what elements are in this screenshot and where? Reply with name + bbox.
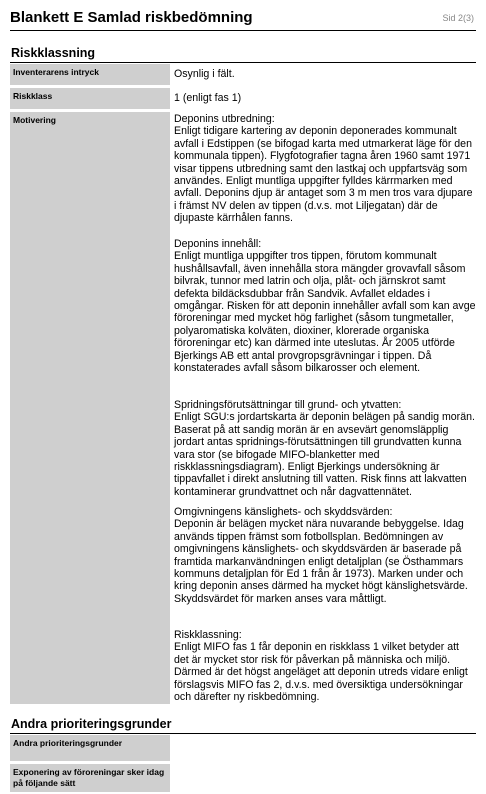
- form-title: Blankett E Samlad riskbedömning: [10, 9, 253, 26]
- motivering-paragraph-utbredning: Deponins utbredning: Enligt tidigare kartering av deponin deponerades kommunalt avfall i Edstippen (se bifogad karta med utmarkerat läge för den kommunala tippen). Flygfotografier tagna åren 1960 samt 1971 visar tippens utbredning samt den lastkaj och uppfartsväg som användes. Enligt muntliga uppgifter fylldes kärrmarken med avfall. Deponins djup är antaget som 3 m men tros vara djupare i främst NV delen av tippen (d.v.s. mot Liljegatan) där de djupaste kärrhålen fanns.: [174, 113, 473, 225]
- motivering-paragraph-innehall: Deponins innehåll: Enligt muntliga uppgifter tros tippen, förutom kommunalt hushållsavfall, även innehålla stora mängder grovavfall såsom bilvrak, tunnor med latrin och olja, plåt- och järnskrot samt defekta bildäcksdubbar från Sandvik. Avfallet eldades i omgångar. Risken för att deponin innehåller avfall som kan avge föroreningar med mycket hög farlighet (såsom tungmetaller, polyaromatiska kolväten, dioxiner, klorerade organiska föroreningar etc) kan därmed inte uteslutas. År 2005 utförde Bjerkings AB ett antal provgropsgrävningar i tippen. Då konstaterades avfall såsom bilkarosser och element.: [174, 238, 476, 375]
- label-exponering: Exponering av föroreningar sker idag på följande sätt: [10, 764, 170, 792]
- form-header: [10, 6, 476, 31]
- motivering-paragraph-spridning: Spridningsförutsättningar till grund- och ytvatten: Enligt SGU:s jordartskarta är deponin belägen på sandig morän. Baserat på att sandig morän är en avsevärt genomsläpplig jordart antas spridnings-förutsättningen till grundvatten kunna vara stor (se bifogade MIFO-blanketter med riskklassningsdiagram). Enligt Bjerkings undersökning är tippavfallet i direkt anslutning till vatten. Risk finns att lakvatten kontaminerar grundvattnet och når dagvattennätet.: [174, 399, 475, 498]
- label-andra-prioriteringsgrunder: Andra prioriteringsgrunder: [10, 735, 170, 761]
- label-motivering: Motivering: [10, 112, 170, 704]
- value-inventerarens-intryck: Osynlig i fält.: [174, 68, 235, 80]
- page-number: Sid 2(3): [442, 13, 474, 23]
- label-inventerarens-intryck: Inventerarens intryck: [10, 64, 170, 85]
- motivering-paragraph-omgivning: Omgivningens känslighets- och skyddsvärden: Deponin är belägen mycket nära nuvarande bebyggelse. Idag används tippen främst som fotbollsplan. Bedömningen av omgivningens känslighets- och skyddsvärden är baserade på framtida markanvändningen enligt detaljplan (se Östhammars kommuns detaljplan för Ed 1 från år 1973). Marken under och kring deponin anses därmed ha mycket högt känslighetsvärde. Skyddsvärdet för marken anses vara måttligt.: [174, 506, 468, 605]
- value-riskklass: 1 (enligt fas 1): [174, 92, 242, 104]
- motivering-paragraph-riskklassning: Riskklassning: Enligt MIFO fas 1 får deponin en riskklass 1 vilket betyder att det är mycket stor risk för påverkan på människa och miljö. Därmed är det högst angeläget att deponin utreds vidare enligt förslagsvis MIFO fas 2, d.v.s. med översiktiga undersökningar och därefter ny riskbedömning.: [174, 629, 468, 704]
- section-title-riskklassning: Riskklassning: [11, 46, 96, 60]
- section-rule: [10, 62, 476, 63]
- label-riskklass: Riskklass: [10, 88, 170, 109]
- section-rule: [10, 733, 476, 734]
- section-title-andra: Andra prioriteringsgrunder: [11, 717, 172, 731]
